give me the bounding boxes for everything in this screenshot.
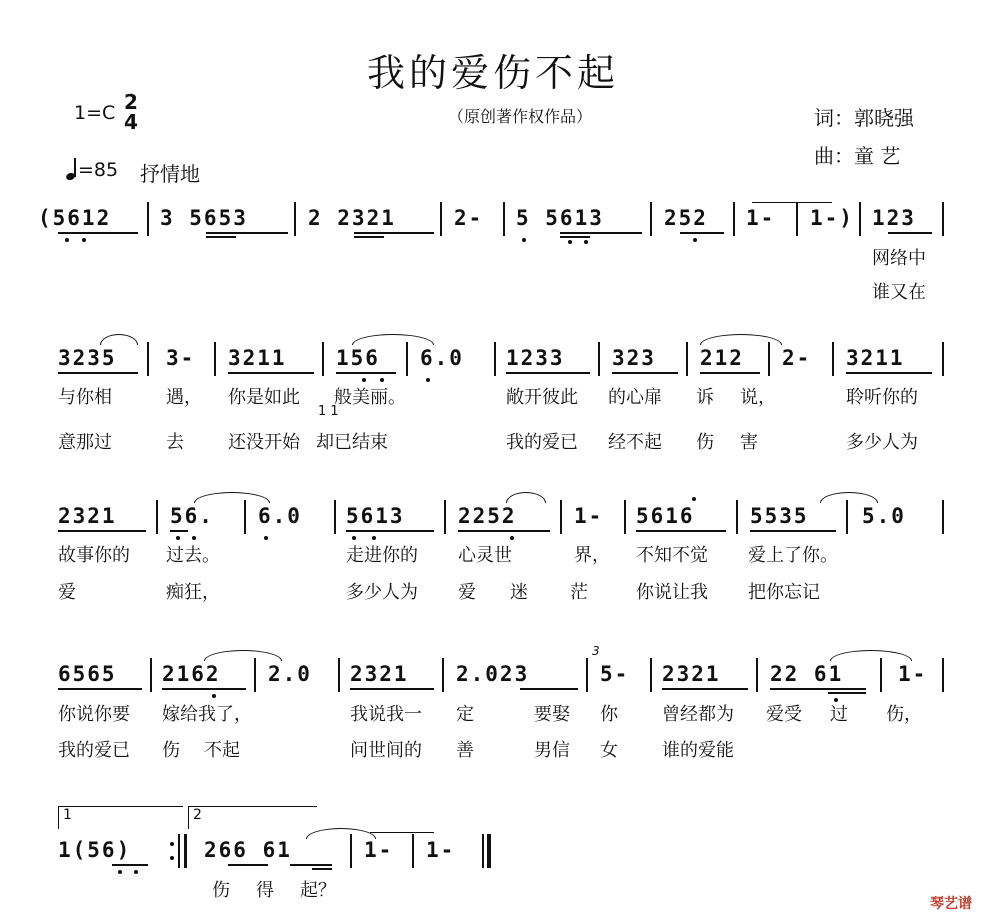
- measure-notes: 1-: [898, 662, 928, 686]
- low-octave-dot: [380, 378, 384, 382]
- lyricist: 词：郭晓强: [814, 106, 914, 130]
- low-octave-dot: [134, 870, 138, 874]
- eighth-underline: [458, 530, 550, 532]
- barline: [586, 658, 588, 692]
- eighth-underline: [170, 530, 188, 532]
- lyric-verse-1: 敞开彼此: [506, 387, 578, 408]
- low-octave-dot: [82, 238, 86, 242]
- barline: [440, 202, 442, 236]
- measure-notes: 3-: [166, 346, 196, 370]
- time-signature-bottom: 4: [124, 110, 138, 134]
- measure-notes: 1-): [810, 206, 854, 230]
- lyric-verse-1: 过去。: [166, 545, 220, 566]
- lyric-verse-1: 聆听你的: [846, 387, 918, 408]
- measure-notes: 5.0: [862, 504, 906, 528]
- lyric-verse-2: 把你忘记: [748, 582, 820, 603]
- measure-notes: 2321: [350, 662, 409, 686]
- lyric-verse-1: 网络中: [872, 248, 926, 269]
- eighth-underline: [206, 232, 288, 234]
- lyric-verse-2: 茫: [570, 582, 588, 603]
- lyric-verse-1: 不知不觉: [636, 545, 708, 566]
- low-octave-dot: [372, 536, 376, 540]
- eighth-underline: [290, 864, 332, 866]
- barline: [156, 500, 158, 534]
- barline: [244, 500, 246, 534]
- barline: [942, 202, 944, 236]
- eighth-underline: [346, 530, 434, 532]
- lyric-verse-1: 要娶: [534, 704, 570, 725]
- lyric-verse-2: 不起: [204, 740, 240, 761]
- measure-notes: 22 61: [770, 662, 844, 686]
- eighth-underline: [112, 864, 148, 866]
- measure-notes: 1-: [426, 838, 456, 862]
- measure-notes: 5616: [636, 504, 695, 528]
- lyric-verse-2: 谁又在: [872, 282, 926, 303]
- measure-notes: 2.0: [268, 662, 312, 686]
- measure-notes: 212: [700, 346, 744, 370]
- eighth-underline: [888, 232, 932, 234]
- lyric-verse-1: 伤: [212, 880, 230, 901]
- eighth-underline: [336, 372, 396, 374]
- low-octave-dot: [118, 870, 122, 874]
- grace-note: 3: [592, 644, 600, 658]
- barline: [560, 500, 562, 534]
- barline: [768, 342, 770, 376]
- measure-notes: 2252: [458, 504, 517, 528]
- measure-notes: 123: [872, 206, 916, 230]
- eighth-underline: [612, 372, 678, 374]
- lyric-verse-2: 伤: [696, 432, 714, 453]
- eighth-underline: [750, 530, 836, 532]
- low-octave-dot: [568, 240, 572, 244]
- lyric-verse-1: 遇，: [166, 387, 202, 408]
- lyric-verse-2: 男信: [534, 740, 570, 761]
- low-octave-dot: [65, 238, 69, 242]
- measure-notes: 2321: [662, 662, 721, 686]
- measure-notes: 2-: [782, 346, 812, 370]
- measure-notes: 2321: [58, 504, 117, 528]
- lyric-verse-2: 意那过: [58, 432, 112, 453]
- lyric-verse-1: 与你相: [58, 387, 112, 408]
- barline: [412, 834, 414, 868]
- measure-notes: 56.: [170, 504, 214, 528]
- lyric-verse-2: 迷: [510, 582, 528, 603]
- barline: [650, 658, 652, 692]
- barline: [942, 342, 944, 376]
- measure-notes: 2.023: [456, 662, 530, 686]
- sixteenth-underline: [828, 692, 866, 694]
- low-octave-dot: [352, 536, 356, 540]
- barline: [736, 500, 738, 534]
- eighth-underline: [846, 372, 932, 374]
- barline: [796, 202, 798, 236]
- lyric-verse-2: 谁的爱能: [662, 740, 734, 761]
- measure-notes: 5-: [600, 662, 630, 686]
- tempo-value: =85: [78, 159, 119, 181]
- watermark-logo: 琴艺谱: [930, 896, 972, 912]
- lyric-verse-1: 我说我一: [350, 704, 422, 725]
- measure-notes: 5 5613: [516, 206, 604, 230]
- time-signature-top: 2: [124, 90, 138, 114]
- low-octave-dot: [693, 238, 697, 242]
- lyric-verse-1: 嫁给我了，: [162, 704, 252, 725]
- repeat-dot: [170, 842, 174, 846]
- quarter-note-icon: [66, 158, 78, 180]
- lyric-verse-1: 心灵世: [458, 545, 512, 566]
- sixteenth-underline: [312, 868, 332, 870]
- high-octave-dot: [692, 497, 696, 501]
- lyric-verse-1: 诉: [696, 387, 714, 408]
- low-octave-dot: [510, 536, 514, 540]
- lyric-verse-2: 经不起: [608, 432, 662, 453]
- lyric-verse-1: 定: [456, 704, 474, 725]
- lyric-verse-2: 多少人为: [846, 432, 918, 453]
- barline: [846, 500, 848, 534]
- lyric-verse-1: 你是如此: [228, 387, 300, 408]
- lyric-verse-2: 爱: [58, 582, 76, 603]
- song-title: 我的爱伤不起: [366, 51, 619, 95]
- eighth-underline: [228, 372, 314, 374]
- sixteenth-underline: [354, 236, 384, 238]
- barline: [294, 202, 296, 236]
- eighth-underline: [506, 372, 590, 374]
- barline: [494, 342, 496, 376]
- lyric-verse-1: 界，: [574, 545, 610, 566]
- lyric-verse-2: 去: [166, 432, 184, 453]
- eighth-underline: [350, 688, 434, 690]
- measure-notes: 252: [664, 206, 708, 230]
- lyric-verse-2: 女: [600, 740, 618, 761]
- lyric-verse-2: 多少人为: [346, 582, 418, 603]
- barline: [598, 342, 600, 376]
- barline: [444, 500, 446, 534]
- measure-notes: 6.0: [258, 504, 302, 528]
- eighth-underline: [58, 372, 138, 374]
- measure-notes: 2-: [454, 206, 484, 230]
- barline: [338, 658, 340, 692]
- slur: [100, 334, 138, 345]
- lyric-verse-2: 我的爱已: [58, 740, 130, 761]
- final-barline-thick: [487, 834, 491, 868]
- barline: [832, 342, 834, 376]
- eighth-underline: [520, 688, 578, 690]
- sixteenth-underline: [560, 236, 590, 238]
- low-octave-dot: [264, 536, 268, 540]
- key-signature: 1=C: [74, 102, 116, 124]
- barline: [686, 342, 688, 376]
- measure-notes: 1233: [506, 346, 565, 370]
- barline: [442, 658, 444, 692]
- lyric-verse-1: 故事你的: [58, 545, 130, 566]
- tempo-marking: [66, 158, 118, 181]
- barline: [942, 658, 944, 692]
- volta-bracket-2: 2: [188, 806, 317, 829]
- lyric-verse-1: 曾经都为: [662, 704, 734, 725]
- low-octave-dot: [212, 694, 216, 698]
- tie: [752, 202, 832, 203]
- barline: [880, 658, 882, 692]
- eighth-underline: [636, 530, 726, 532]
- slur: [352, 334, 434, 345]
- barline: [147, 202, 149, 236]
- barline: [624, 500, 626, 534]
- low-octave-dot: [362, 378, 366, 382]
- barline: [334, 500, 336, 534]
- barline: [733, 202, 735, 236]
- measure-notes: 266 61: [204, 838, 292, 862]
- slur: [700, 334, 782, 345]
- eighth-underline: [228, 864, 268, 866]
- composer: 曲：童 艺: [814, 144, 901, 168]
- lyric-verse-2: 问世间的: [350, 740, 422, 761]
- eighth-underline: [162, 688, 246, 690]
- measure-notes: (5612: [38, 206, 112, 230]
- measure-notes: 1(56): [58, 838, 132, 862]
- measure-notes: 3235: [58, 346, 117, 370]
- eighth-underline: [58, 530, 146, 532]
- barline: [254, 658, 256, 692]
- measure-notes: 323: [612, 346, 656, 370]
- barline: [322, 342, 324, 376]
- repeat-dot: [170, 856, 174, 860]
- low-octave-dot: [584, 240, 588, 244]
- time-signature: [124, 92, 138, 132]
- eighth-underline: [560, 232, 642, 234]
- barline: [650, 202, 652, 236]
- barline: [350, 834, 352, 868]
- low-octave-dot: [426, 378, 430, 382]
- expression-marking: 抒情地: [140, 162, 200, 186]
- lyric-verse-1: 伤，: [886, 704, 922, 725]
- lyric-verse-1: 爱上了你。: [748, 545, 838, 566]
- eighth-underline: [58, 688, 142, 690]
- sixteenth-underline: [206, 236, 236, 238]
- lyric-verse-2: 却已结束: [316, 432, 388, 453]
- barline: [503, 202, 505, 236]
- lyric-annotation: 1 1: [318, 404, 339, 419]
- slur: [204, 650, 282, 661]
- measure-notes: 156: [336, 346, 380, 370]
- barline: [214, 342, 216, 376]
- low-octave-dot: [522, 238, 526, 242]
- low-octave-dot: [192, 536, 196, 540]
- measure-notes: 6565: [58, 662, 117, 686]
- eighth-underline: [770, 688, 866, 690]
- lyric-verse-2: 善: [456, 740, 474, 761]
- repeat-barline-thick: [184, 834, 187, 868]
- measure-notes: 3211: [846, 346, 905, 370]
- measure-notes: 1-: [364, 838, 394, 862]
- eighth-underline: [680, 232, 724, 234]
- barline: [150, 658, 152, 692]
- slur: [306, 828, 376, 839]
- lyric-verse-2: 害: [740, 432, 758, 453]
- slur: [194, 492, 270, 503]
- slur: [830, 650, 912, 661]
- slur: [506, 492, 546, 503]
- lyric-verse-1: 的心扉: [608, 387, 662, 408]
- lyric-verse-1: 你: [600, 704, 618, 725]
- lyric-verse-2: 你说让我: [636, 582, 708, 603]
- lyric-verse-2: 爱: [458, 582, 476, 603]
- eighth-underline: [700, 372, 760, 374]
- song-subtitle: （原创著作权作品）: [447, 107, 592, 126]
- lyric-verse-1: 得: [256, 880, 274, 901]
- lyric-verse-1: 说，: [740, 387, 776, 408]
- measure-notes: 1-: [574, 504, 604, 528]
- measure-notes: 2 2321: [308, 206, 396, 230]
- repeat-barline: [178, 834, 180, 868]
- measure-notes: 6.0: [420, 346, 464, 370]
- lyric-verse-1: 走进你的: [346, 545, 418, 566]
- lyric-verse-2: 痴狂，: [166, 582, 220, 603]
- eighth-underline: [354, 232, 434, 234]
- lyric-verse-2: 还没开始: [228, 432, 300, 453]
- measure-notes: 5613: [346, 504, 405, 528]
- barline: [147, 342, 149, 376]
- eighth-underline: [662, 688, 748, 690]
- measure-notes: 1-: [746, 206, 776, 230]
- lyric-verse-2: 伤: [162, 740, 180, 761]
- tie: [370, 832, 434, 833]
- lyric-verse-1: 过: [830, 704, 848, 725]
- barline: [756, 658, 758, 692]
- measure-notes: 3211: [228, 346, 287, 370]
- measure-notes: 2162: [162, 662, 221, 686]
- lyric-verse-1: 你说你要: [58, 704, 130, 725]
- eighth-underline: [58, 232, 138, 234]
- barline: [406, 342, 408, 376]
- lyric-verse-1: 般美丽。: [334, 387, 406, 408]
- barline: [859, 202, 861, 236]
- measure-notes: 3 5653: [160, 206, 248, 230]
- lyric-verse-1: 起？: [300, 880, 336, 901]
- measure-notes: 5535: [750, 504, 809, 528]
- final-barline: [482, 834, 484, 868]
- lyric-verse-1: 爱受: [766, 704, 802, 725]
- low-octave-dot: [176, 536, 180, 540]
- slur: [820, 492, 878, 503]
- barline: [942, 500, 944, 534]
- volta-bracket-1: 1: [58, 806, 183, 829]
- lyric-verse-2: 我的爱已: [506, 432, 578, 453]
